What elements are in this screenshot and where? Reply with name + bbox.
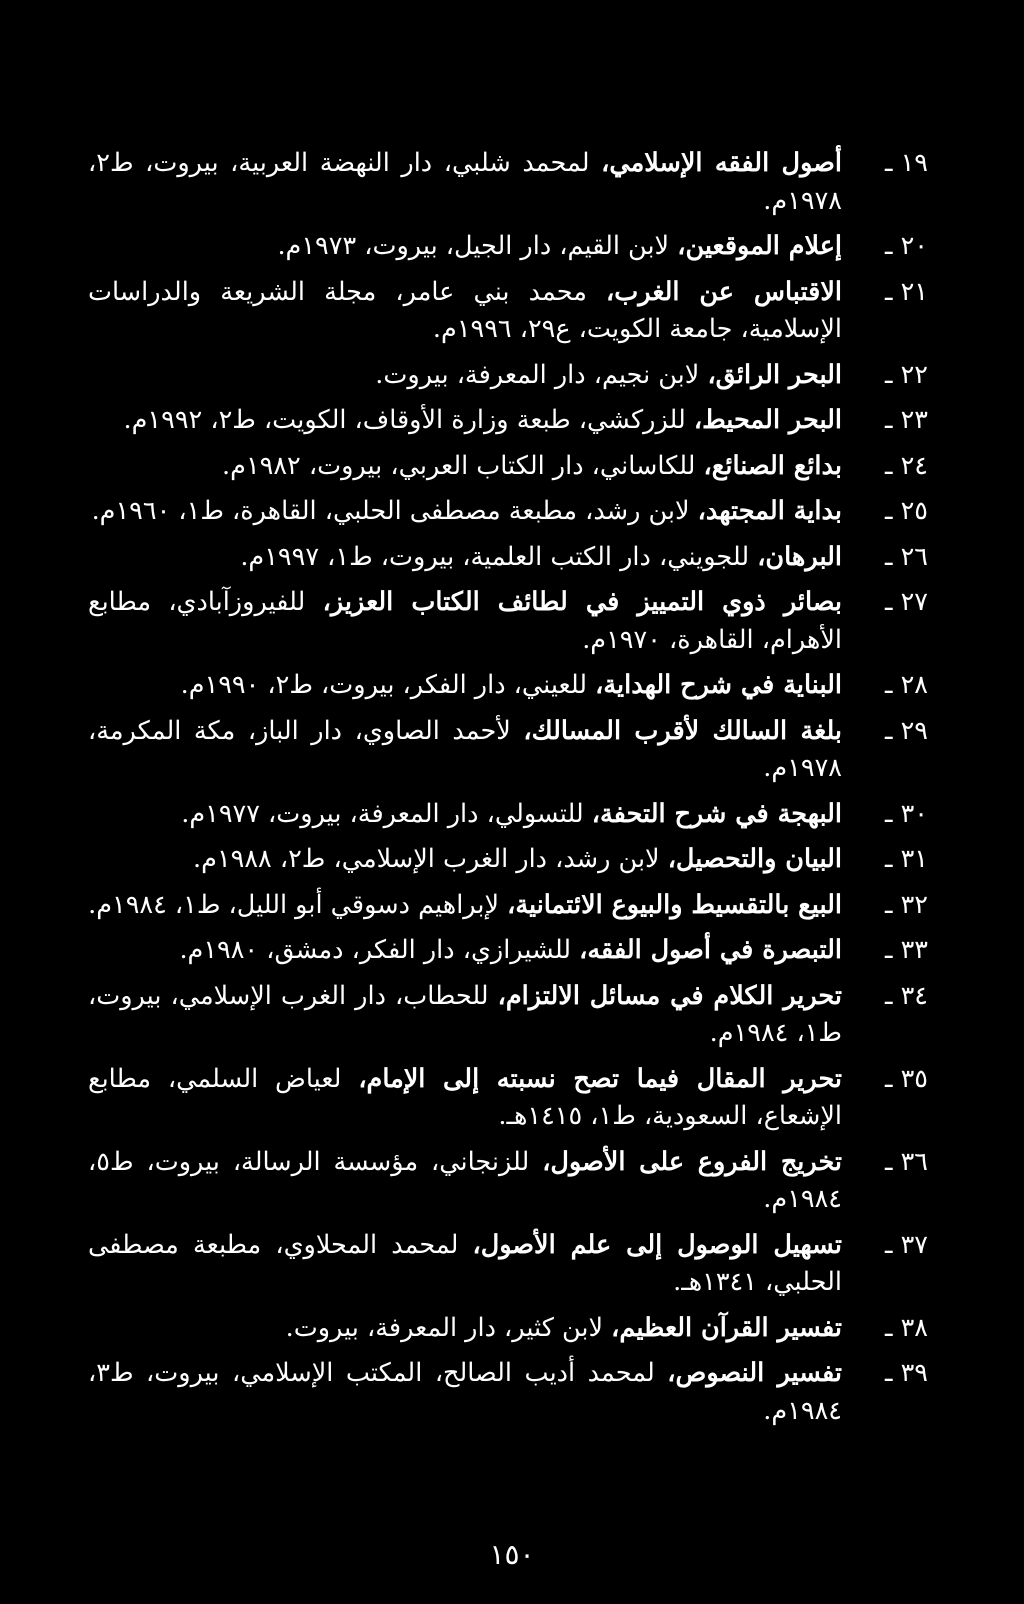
entry-details: لعياض السلمي، مطابع الإشعاع، السعودية، ط١، ١٤١٥هـ. [88, 1063, 842, 1131]
bibliography-entry [88, 493, 928, 531]
entry-number: ٣٥ ـ [885, 1063, 928, 1094]
entry-number: ٣٧ ـ [885, 1229, 928, 1260]
entry-title: البحر المحيط، [693, 405, 842, 435]
entry-title: بدائع الصنائع، [703, 450, 842, 481]
entry-number: ٢٤ ـ [885, 450, 928, 481]
entry-title: تحرير المقال فيما تصح نسبته إلى الإمام، [358, 1063, 842, 1094]
entry-title: تسهيل الوصول إلى علم الأصول، [472, 1229, 842, 1260]
entry-number: ٢٢ ـ [885, 359, 928, 390]
bibliography-entry [88, 145, 928, 220]
entry-details: لمحمد شلبي، دار النهضة العربية، بيروت، ط٢، ١٩٧٨م. [88, 148, 842, 216]
bibliography-list [88, 145, 928, 1438]
entry-title: الاقتباس عن الغرب، [606, 276, 842, 307]
entry-title: أصول الفقه الإسلامي، [601, 148, 842, 178]
entry-title: بداية المجتهد، [697, 496, 842, 526]
bibliography-entry [88, 713, 928, 788]
entry-title: بلغة السالك لأقرب المسالك، [523, 715, 842, 746]
bibliography-entry [88, 228, 928, 266]
bibliography-entry [88, 584, 928, 659]
bibliography-entry [88, 1310, 928, 1348]
bibliography-entry [88, 274, 928, 349]
entry-details: للكاساني، دار الكتاب العربي، بيروت، ١٩٨٢م. [222, 450, 704, 481]
entry-number: ٣٤ ـ [885, 980, 928, 1011]
entry-title: البيع بالتقسيط والبيوع الائتمانية، [507, 889, 842, 920]
entry-title: البناية في شرح الهداية، [595, 670, 842, 700]
bibliography-entry [88, 357, 928, 395]
entry-details: لابن كثير، دار المعرفة، بيروت. [285, 1312, 612, 1343]
entry-title: إعلام الموقعين، [677, 231, 842, 261]
entry-details: لابن رشد، مطبعة مصطفى الحلبي، القاهرة، ط١، ١٩٦٠م. [91, 496, 698, 526]
entry-number: ٣١ ـ [885, 844, 928, 874]
entry-details: للجويني، دار الكتب العلمية، بيروت، ط١، ١٩٩٧م. [240, 541, 758, 572]
entry-details: للزنجاني، مؤسسة الرسالة، بيروت، ط٥، ١٩٨٤م. [88, 1146, 842, 1214]
entry-title: البحر الرائق، [707, 359, 842, 390]
entry-details: للفيروزآبادي، مطابع الأهرام، القاهرة، ١٩٧٠م. [88, 587, 842, 655]
entry-title: تخريج الفروع على الأصول، [542, 1146, 843, 1177]
bibliography-entry [88, 402, 928, 440]
entry-number: ٢٥ ـ [885, 496, 928, 526]
bibliography-entry [88, 448, 928, 486]
entry-title: تحرير الكلام في مسائل الالتزام، [497, 980, 842, 1011]
entry-title: البرهان، [757, 541, 842, 572]
bibliography-entry [88, 1355, 928, 1430]
entry-details: للتسولي، دار المعرفة، بيروت، ١٩٧٧م. [181, 798, 592, 829]
entry-number: ٣٣ ـ [885, 935, 928, 965]
bibliography-entry [88, 841, 928, 879]
entry-details: لابن القيم، دار الجيل، بيروت، ١٩٧٣م. [277, 231, 678, 261]
entry-details: للعيني، دار الفكر، بيروت، ط٢، ١٩٩٠م. [180, 670, 596, 700]
entry-number: ٣٨ ـ [885, 1312, 928, 1343]
entry-details: للزركشي، طبعة وزارة الأوقاف، الكويت، ط٢، ١٩٩٢م. [123, 405, 694, 435]
entry-details: لمحمد أديب الصالح، المكتب الإسلامي، بيروت، ط٣، ١٩٨٤م. [88, 1358, 842, 1426]
entry-number: ٣٠ ـ [885, 798, 928, 829]
entry-title: بصائر ذوي التمييز في لطائف الكتاب العزيز، [322, 587, 843, 617]
entry-details: محمد بني عامر، مجلة الشريعة والدراسات الإسلامية، جامعة الكويت، ع٢٩، ١٩٩٦م. [88, 276, 842, 344]
entry-number: ٢٧ ـ [885, 587, 928, 617]
entry-title: البيان والتحصيل، [667, 844, 842, 874]
bibliography-entry [88, 1061, 928, 1136]
page-number: ١٥٠ [489, 1538, 535, 1571]
bibliography-entry [88, 887, 928, 925]
bibliography-entry [88, 1227, 928, 1302]
bibliography-entry [88, 796, 928, 834]
entry-number: ٣٩ ـ [885, 1358, 928, 1388]
entry-title: التبصرة في أصول الفقه، [579, 935, 842, 965]
entry-number: ٣٦ ـ [885, 1146, 928, 1177]
entry-title: تفسير النصوص، [667, 1358, 842, 1388]
entry-title: البهجة في شرح التحفة، [591, 798, 842, 829]
entry-details: لأحمد الصاوي، دار الباز، مكة المكرمة، ١٩٧٨م. [88, 715, 842, 783]
entry-number: ٢٣ ـ [885, 405, 928, 435]
entry-details: لمحمد المحلاوي، مطبعة مصطفى الحلبي، ١٣٤١هـ. [88, 1229, 842, 1297]
entry-number: ١٩ ـ [885, 148, 928, 178]
entry-details: للحطاب، دار الغرب الإسلامي، بيروت، ط١، ١٩٨٤م. [88, 980, 842, 1048]
bibliography-entry [88, 539, 928, 577]
entry-number: ٢٩ ـ [885, 715, 928, 746]
entry-number: ٢١ ـ [885, 276, 928, 307]
bibliography-entry [88, 978, 928, 1053]
entry-number: ٣٢ ـ [885, 889, 928, 920]
entry-number: ٢٦ ـ [885, 541, 928, 572]
entry-details: لإبراهيم دسوقي أبو الليل، ط١، ١٩٨٤م. [88, 889, 508, 920]
bibliography-entry [88, 932, 928, 970]
entry-details: للشيرازي، دار الفكر، دمشق، ١٩٨٠م. [179, 935, 580, 965]
bibliography-entry [88, 667, 928, 705]
entry-title: تفسير القرآن العظيم، [611, 1312, 842, 1343]
entry-details: لابن رشد، دار الغرب الإسلامي، ط٢، ١٩٨٨م. [193, 844, 668, 874]
bibliography-entry [88, 1144, 928, 1219]
entry-details: لابن نجيم، دار المعرفة، بيروت. [375, 359, 708, 390]
entry-number: ٢٠ ـ [885, 231, 928, 261]
entry-number: ٢٨ ـ [885, 670, 928, 700]
